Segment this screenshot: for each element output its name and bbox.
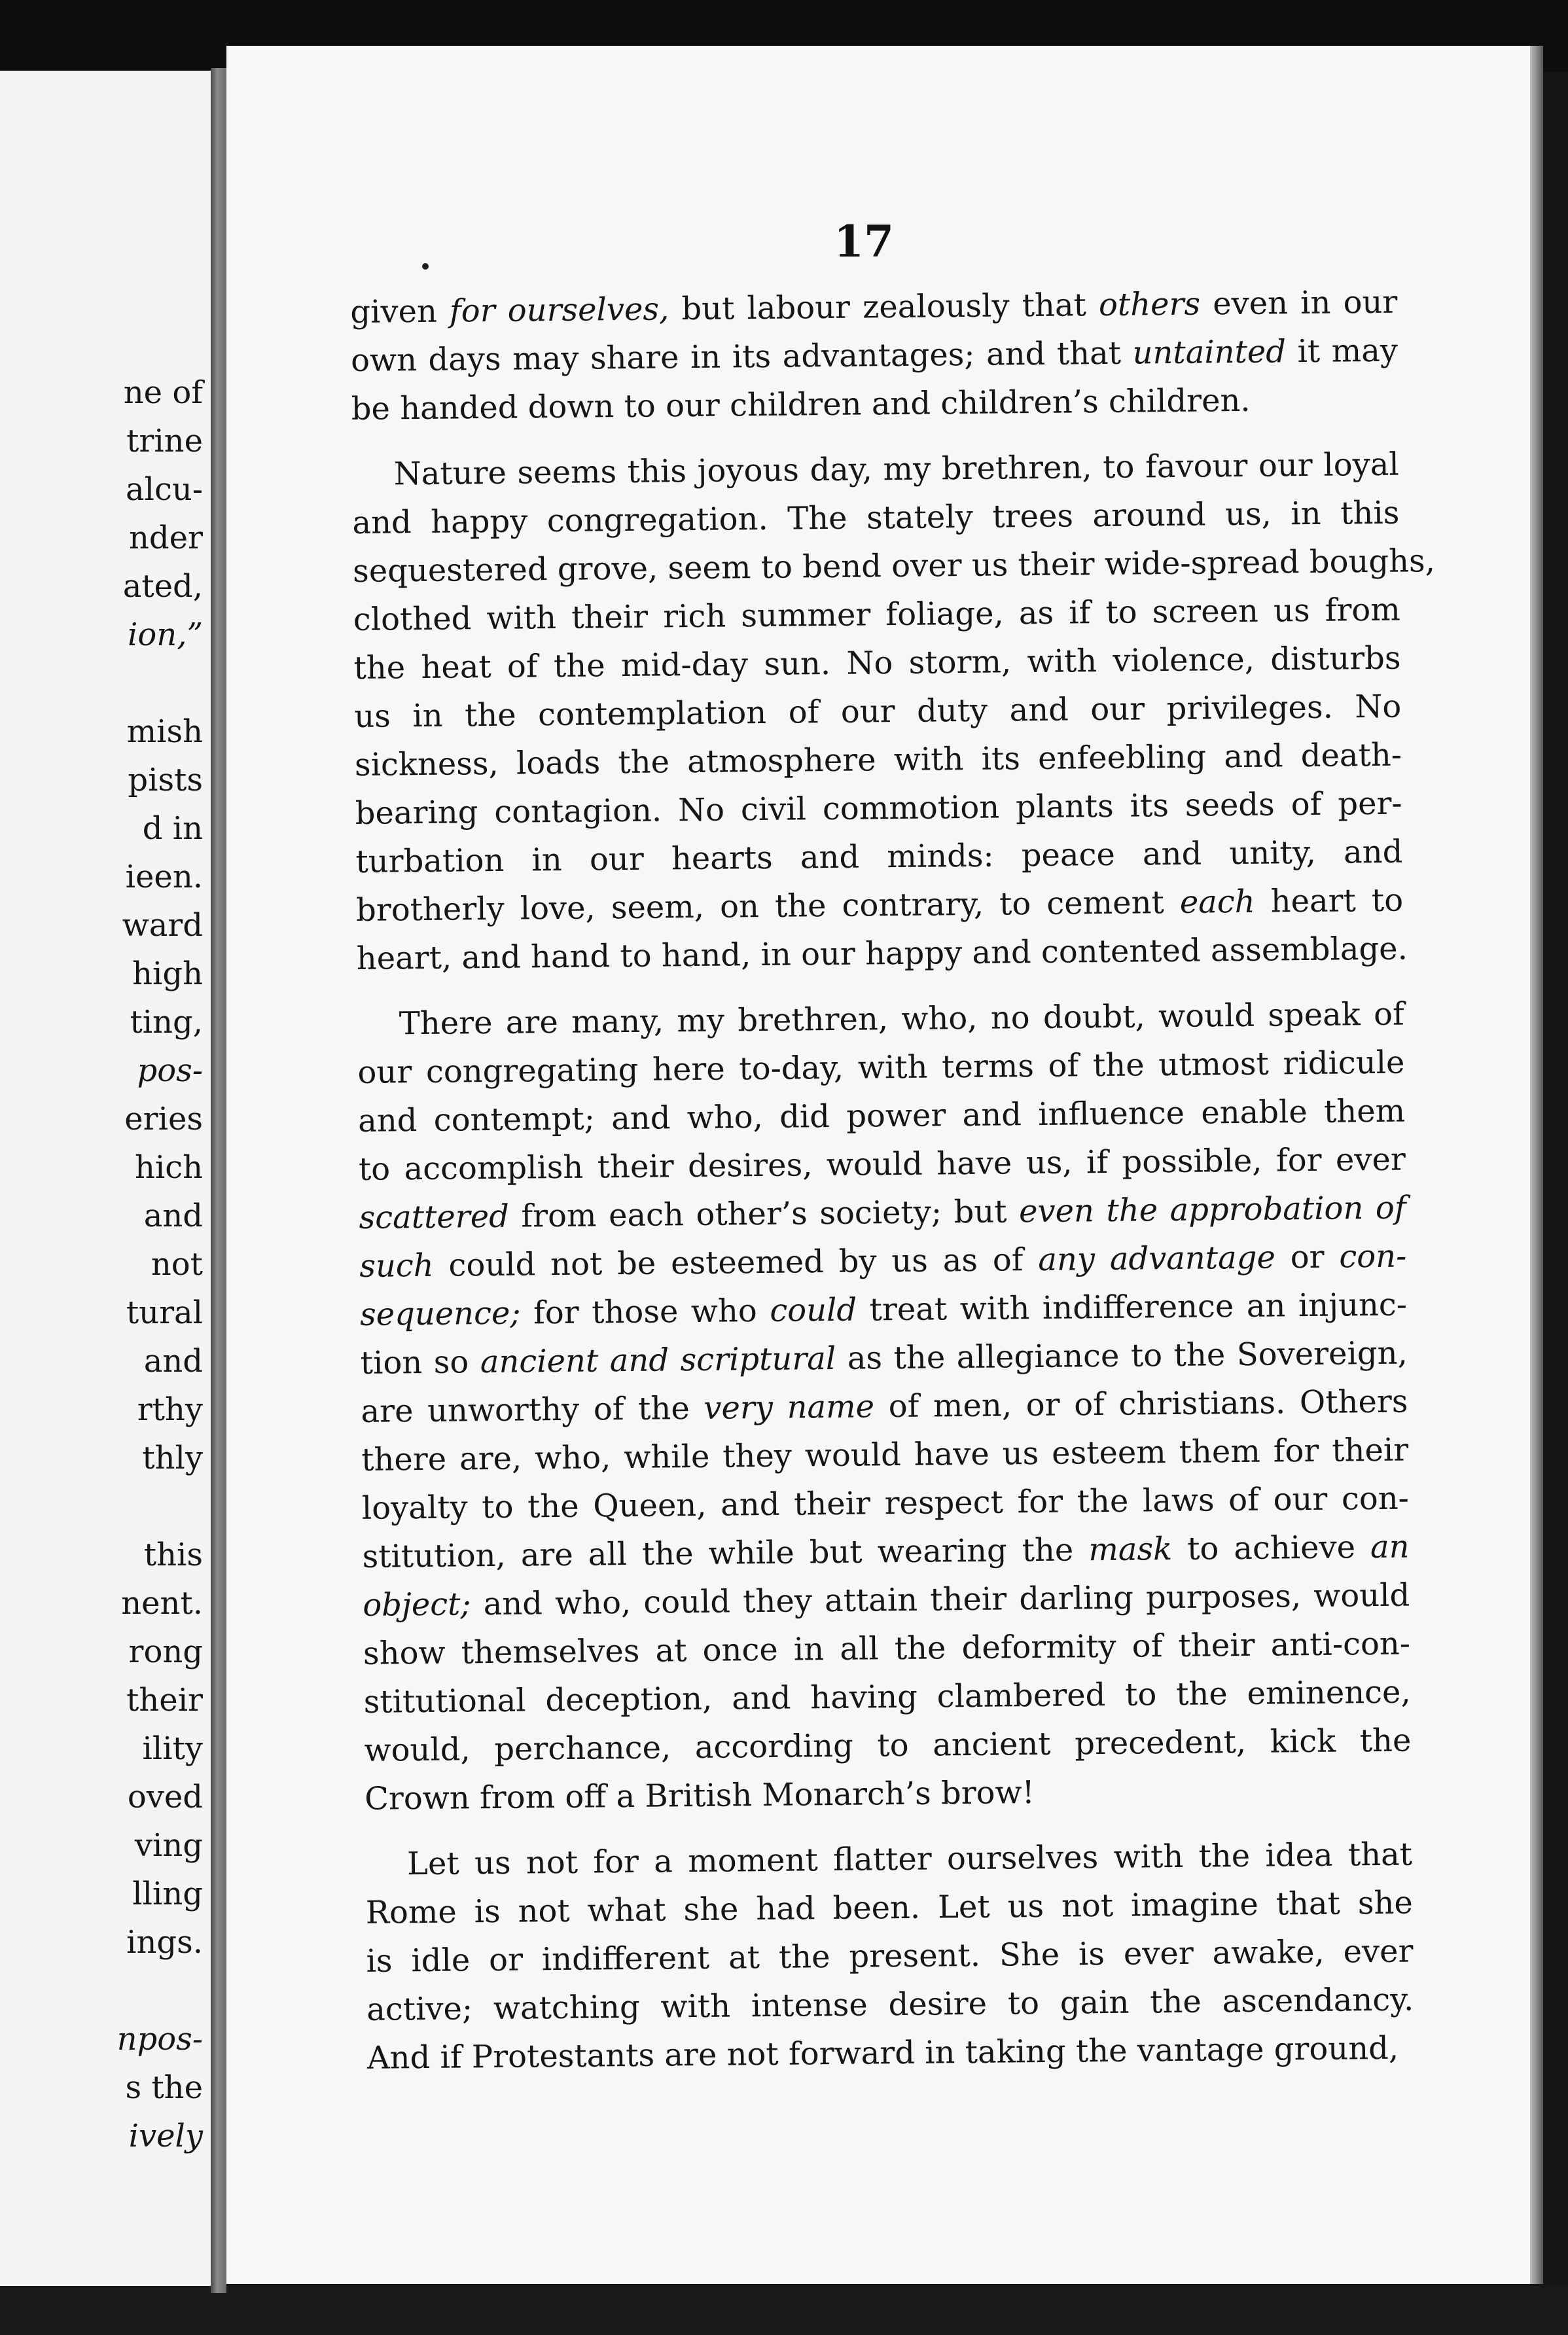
facing-page-fragment: not bbox=[151, 1246, 203, 1283]
paragraph bbox=[365, 1830, 1414, 2082]
italic-text: very name bbox=[704, 1388, 875, 1427]
facing-page-fragment: rong bbox=[128, 1633, 203, 1670]
text-run: could not be esteemed by us as of bbox=[433, 1241, 1039, 1284]
text-run: of men, or of christians. Others bbox=[874, 1383, 1408, 1425]
text-run: brotherly love, seem, on the contrary, to cement bbox=[355, 883, 1181, 929]
text-run: the heat of the mid-day sun. No storm, with violence, disturbs bbox=[353, 639, 1401, 686]
facing-page-fragment: and bbox=[143, 1343, 203, 1380]
italic-text: could bbox=[770, 1291, 857, 1329]
text-run: sickness, loads the atmosphere with its enfeebling and death- bbox=[354, 736, 1402, 783]
facing-page-fragment: ively bbox=[128, 2118, 203, 2154]
facing-page-fragment: ward bbox=[122, 907, 203, 944]
page-number: 17 bbox=[834, 216, 894, 267]
facing-page-fragment: ion,” bbox=[128, 616, 203, 653]
facing-page-fragment: pos- bbox=[137, 1052, 203, 1089]
text-run: but labour zealously that bbox=[669, 287, 1099, 328]
text-line bbox=[364, 1717, 1412, 1775]
text-run: and who, could they attain their darling purposes, would bbox=[471, 1577, 1410, 1623]
text-run: there are, who, while they would have us esteem them for their bbox=[361, 1431, 1409, 1478]
text-run: is idle or indifferent at the present. She is ever awake, ever bbox=[366, 1933, 1414, 1980]
paragraph bbox=[357, 990, 1412, 1823]
fragment-gap bbox=[117, 1482, 203, 1531]
text-run: There are many, my brethren, who, no doubt, would speak of bbox=[399, 995, 1404, 1043]
italic-text: sequence; bbox=[359, 1294, 521, 1333]
text-run: heart to bbox=[1255, 882, 1404, 920]
facing-page-fragment: and bbox=[143, 1198, 203, 1234]
text-run: to achieve bbox=[1171, 1529, 1371, 1568]
text-run: heart, and hand to hand, in our happy and contented assemblage. bbox=[356, 930, 1408, 977]
facing-page bbox=[0, 71, 211, 2286]
text-run: and contempt; and who, did power and influence enable them bbox=[357, 1092, 1406, 1139]
text-line bbox=[351, 375, 1399, 433]
facing-page-fragment: high bbox=[132, 955, 203, 992]
facing-page-fragment: ving bbox=[134, 1827, 203, 1864]
italic-text: an bbox=[1370, 1528, 1410, 1566]
text-run: from each other’s society; but bbox=[508, 1193, 1020, 1235]
text-run: even in our bbox=[1200, 283, 1398, 323]
text-run: stitutional deception, and having clambered to the eminence, bbox=[363, 1673, 1411, 1720]
italic-text: untainted bbox=[1132, 333, 1287, 372]
text-run: to accomplish their desires, would have us, if possible, for ever bbox=[358, 1141, 1406, 1188]
text-line bbox=[367, 2024, 1415, 2082]
italic-text: object; bbox=[363, 1586, 471, 1624]
italic-text: con- bbox=[1339, 1238, 1407, 1275]
text-run: active; watching with intense desire to gain the ascendancy. bbox=[366, 1981, 1414, 2028]
facing-page-text-fragments bbox=[117, 368, 203, 2160]
facing-page-fragment: ated, bbox=[122, 568, 203, 605]
facing-page-fragment: lling bbox=[132, 1876, 203, 1912]
text-run: tion so bbox=[360, 1344, 481, 1381]
text-run: Nature seems this joyous day, my brethren, to favour our loyal bbox=[393, 446, 1399, 493]
text-run: given bbox=[350, 293, 450, 330]
page-body-text bbox=[350, 278, 1436, 2082]
facing-page-fragment: rthy bbox=[137, 1391, 203, 1428]
text-run: for those who bbox=[520, 1292, 770, 1332]
facing-page-fragment: nder bbox=[129, 520, 203, 556]
text-line bbox=[356, 925, 1408, 983]
facing-page-fragment: trine bbox=[126, 423, 203, 459]
facing-page-fragment: eries bbox=[124, 1101, 203, 1137]
facing-page-fragment: oved bbox=[127, 1779, 203, 1815]
text-run: Let us not for a moment flatter ourselves with the idea that bbox=[406, 1836, 1413, 1883]
paragraph bbox=[350, 278, 1399, 433]
italic-text: each bbox=[1179, 883, 1255, 921]
facing-page-fragment: npos- bbox=[116, 2021, 203, 2058]
text-run: stitution, are all the while but wearing the bbox=[362, 1531, 1089, 1575]
text-run: or bbox=[1275, 1238, 1340, 1276]
text-run: Rome is not what she had been. Let us not imagine that she bbox=[365, 1884, 1414, 1931]
italic-text: even the approbation of bbox=[1018, 1189, 1406, 1230]
italic-text: others bbox=[1098, 285, 1201, 324]
text-run: us in the contemplation of our duty and our privileges. No bbox=[354, 688, 1402, 735]
facing-page-fragment: alcu- bbox=[126, 471, 203, 508]
text-run: show themselves at once in all the deformity of their anti-con- bbox=[363, 1625, 1411, 1672]
text-run: turbation in our hearts and minds: peace and unity, and bbox=[355, 833, 1403, 880]
facing-page-fragment: nent. bbox=[121, 1585, 203, 1622]
facing-page-fragment: tural bbox=[126, 1294, 203, 1331]
facing-page-fragment: their bbox=[126, 1682, 203, 1719]
scan-background-bottom bbox=[0, 2286, 1568, 2335]
text-run: own days may share in its advantages; and that bbox=[350, 334, 1133, 379]
facing-page-fragment: ings. bbox=[126, 1924, 203, 1961]
ink-mark bbox=[422, 263, 429, 270]
text-run: sequestered grove, seem to bend over us their wide-spread boughs, bbox=[352, 543, 1436, 590]
text-run: treat with indifference an injunc- bbox=[856, 1286, 1408, 1328]
facing-page-fragment: ility bbox=[142, 1730, 203, 1767]
italic-text: any advantage bbox=[1038, 1239, 1276, 1278]
text-run: bearing contagion. No civil commotion plants its seeds of per- bbox=[355, 785, 1402, 832]
facing-page-fragment: this bbox=[143, 1537, 203, 1573]
text-run: it may bbox=[1285, 332, 1399, 370]
text-run: and happy congregation. The stately trees around us, in this bbox=[352, 494, 1400, 541]
facing-page-fragment: hich bbox=[134, 1149, 203, 1186]
facing-page-fragment: mish bbox=[126, 713, 203, 750]
facing-page-fragment: ting, bbox=[130, 1004, 203, 1041]
text-run: Crown from off a British Monarch’s brow! bbox=[364, 1774, 1035, 1817]
text-run: our congregating here to-day, with terms of the utmost ridicule bbox=[357, 1044, 1405, 1091]
facing-page-fragment: thly bbox=[142, 1440, 203, 1476]
text-run: are unworthy of the bbox=[361, 1389, 704, 1430]
text-run: clothed with their rich summer foliage, as if to screen us from bbox=[353, 591, 1401, 638]
fragment-gap bbox=[117, 1967, 203, 2015]
text-run: as the allegiance to the Sovereign, bbox=[835, 1334, 1408, 1377]
facing-page-fragment: ieen. bbox=[125, 859, 203, 895]
facing-page-fragment: ne of bbox=[123, 374, 203, 411]
facing-page-fragment: d in bbox=[142, 810, 203, 847]
facing-page-fragment: s the bbox=[125, 2069, 203, 2106]
text-run: be handed down to our children and children’s children. bbox=[351, 382, 1251, 427]
text-run: loyalty to the Queen, and their respect for the laws of our con- bbox=[361, 1480, 1410, 1527]
text-run: And if Protestants are not forward in taking the vantage ground, bbox=[366, 2029, 1399, 2077]
fragment-gap bbox=[117, 659, 203, 707]
italic-text: mask bbox=[1088, 1531, 1173, 1569]
italic-text: scattered bbox=[359, 1198, 510, 1236]
paragraph bbox=[351, 440, 1436, 983]
italic-text: for ourselves, bbox=[449, 291, 669, 330]
facing-page-fragment: pists bbox=[128, 762, 203, 798]
page-edge bbox=[1530, 46, 1543, 2284]
text-run: would, perchance, according to ancient precedent, kick the bbox=[364, 1722, 1412, 1769]
italic-text: such bbox=[359, 1247, 434, 1285]
book-gutter bbox=[211, 68, 226, 2293]
italic-text: ancient and scriptural bbox=[480, 1340, 836, 1381]
